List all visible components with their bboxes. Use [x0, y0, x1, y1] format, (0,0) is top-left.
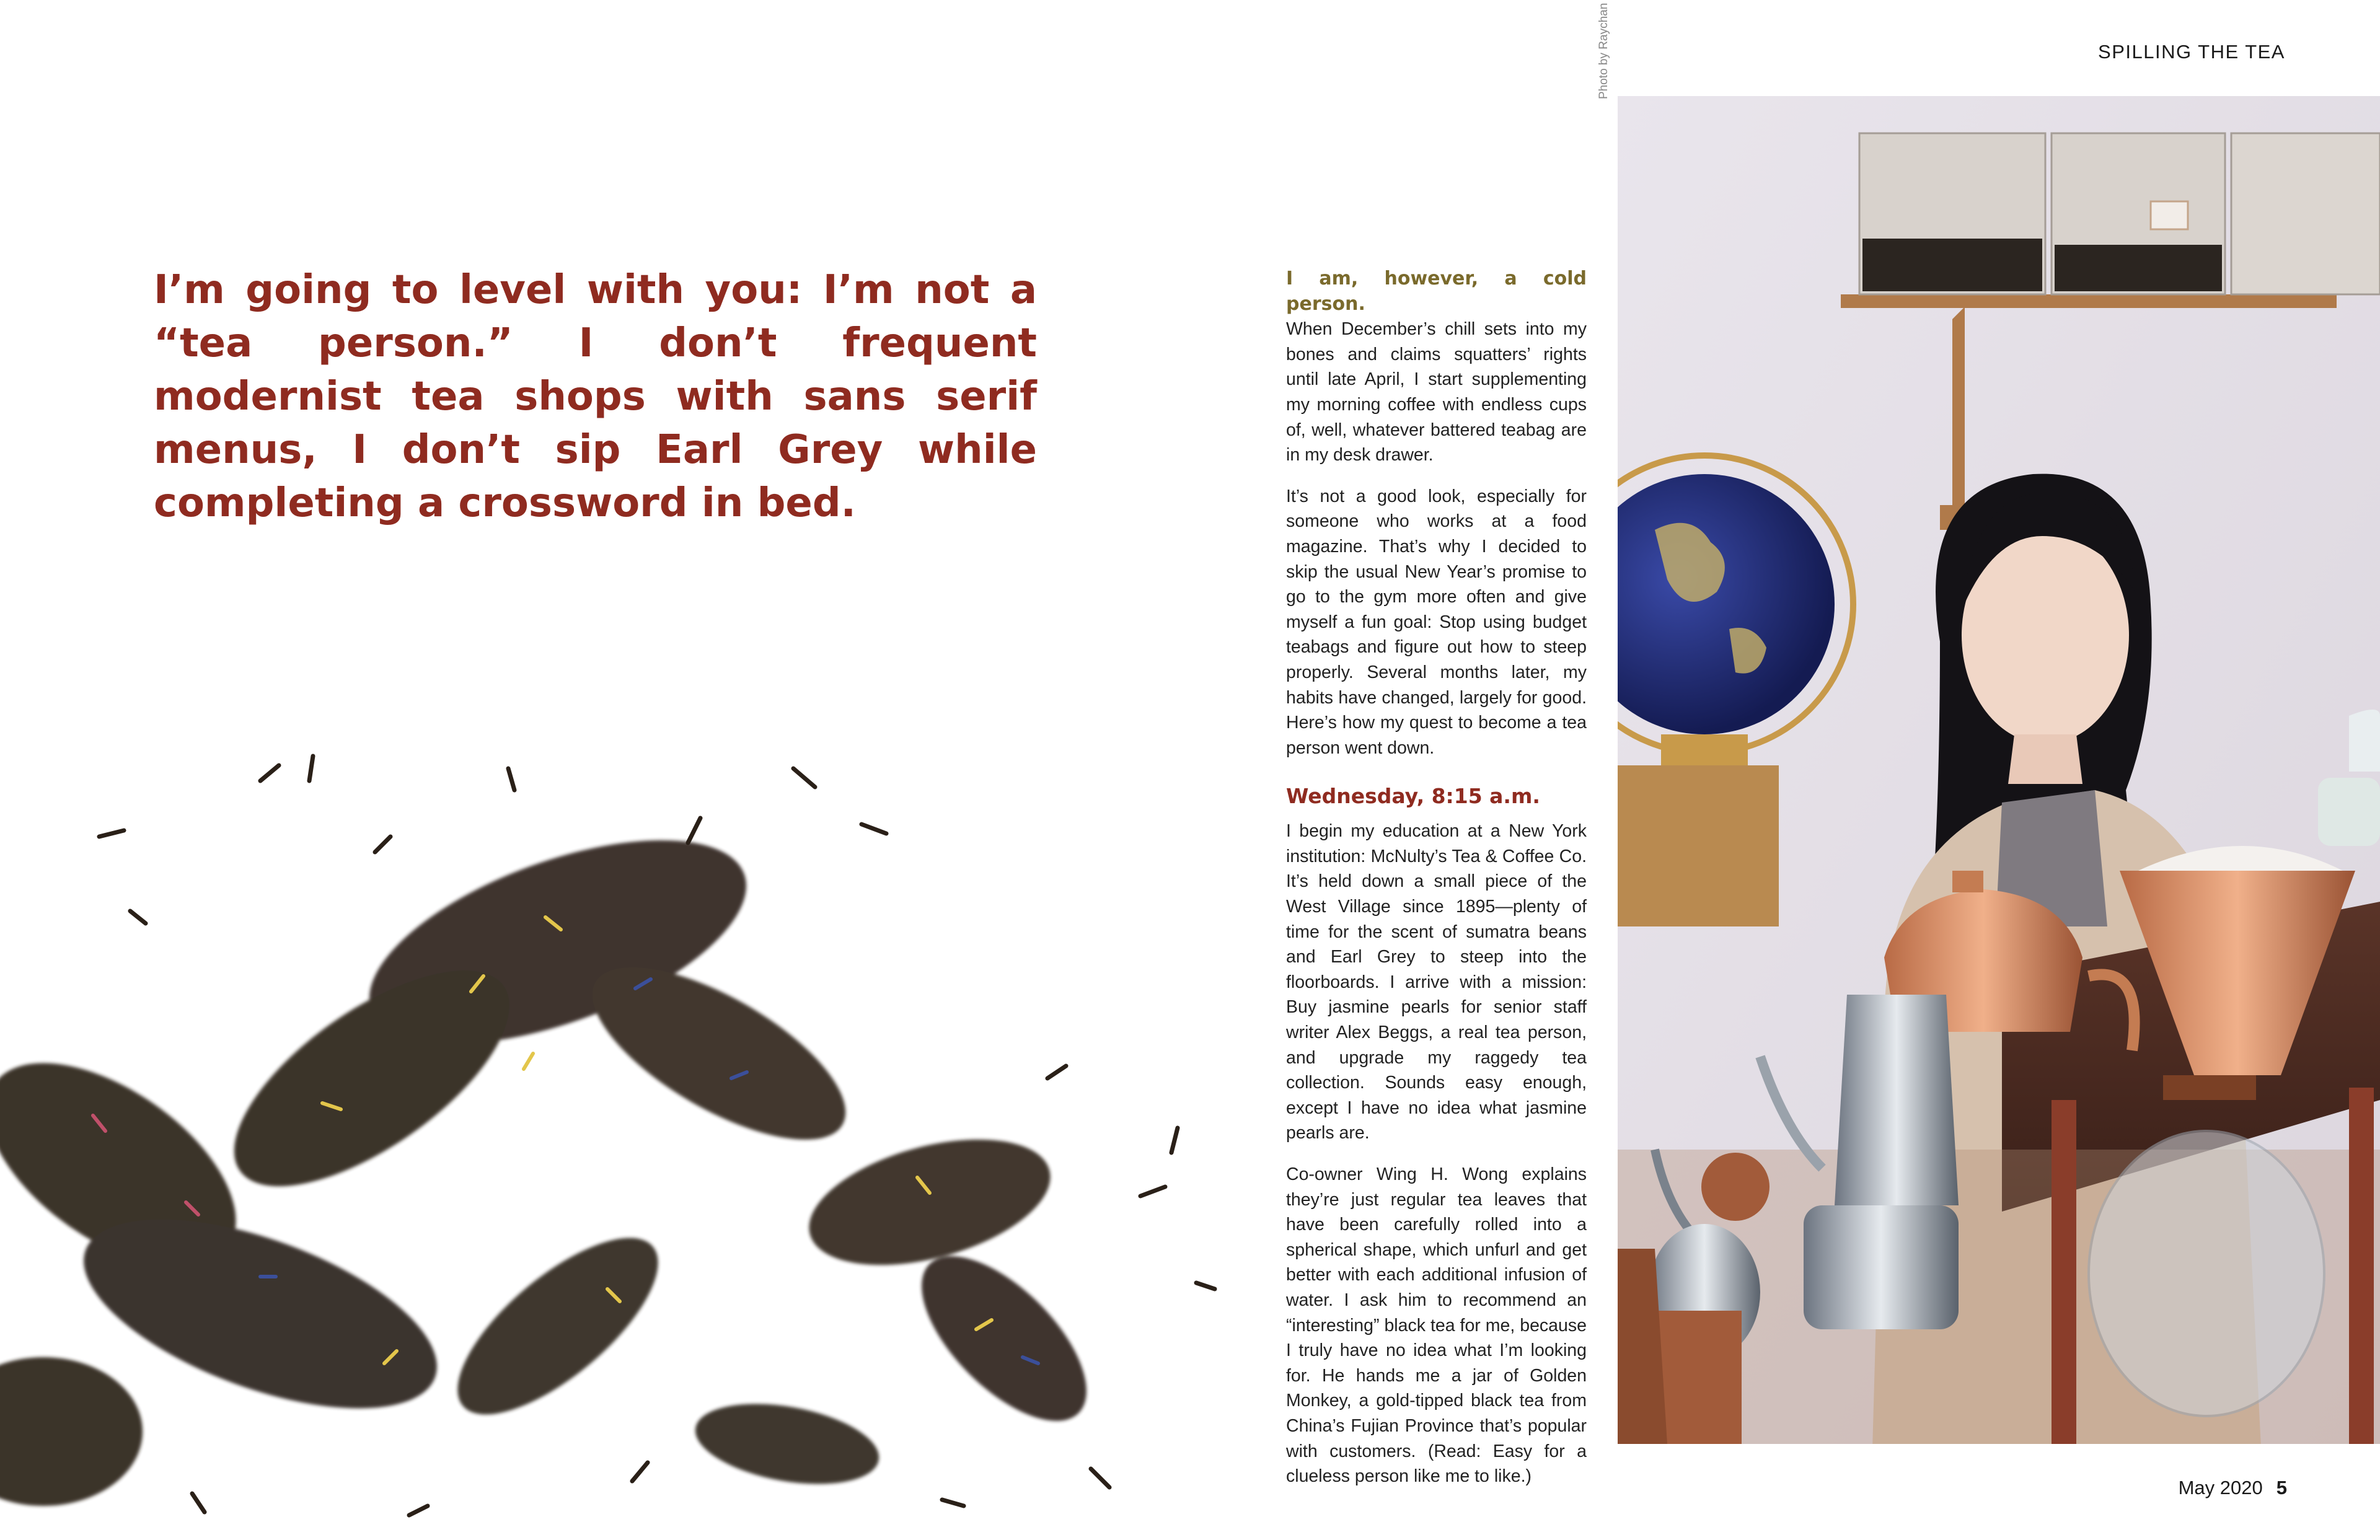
page-number: 5: [2276, 1477, 2287, 1498]
section-label: SPILLING THE TEA: [2098, 41, 2285, 63]
tea-shop-photo: [1618, 96, 2380, 1444]
pullquote: I’m going to level with you: I’m not a “tea person.” I don’t frequent modernist tea shops with sans serif menus, I don’t sip Earl Grey while completing a crossword in bed.: [154, 267, 1037, 526]
subhead: Wednesday, 8:15 a.m.: [1286, 784, 1540, 809]
paragraph-2: It’s not a good look, especially for someone who works at a food magazine. That’s why I decided to skip the usual New Year’s promise to go to the gym more often and give myself a fun goal: Stop using budget teabags and figure out how to steep properly. Several months later, my habits have changed, largely for good. Here’s how my quest to become a tea person went down.: [1286, 486, 1587, 758]
paragraph-1-text: When December’s chill sets into my bones and claims squatters’ rights until late April, I start supplementing my morning coffee with endless cups of, well, whatever battered teabag are in my desk drawer.: [1286, 319, 1587, 465]
photo-credit: Photo by Raychan: [1597, 2, 1610, 99]
tea-leaves-image: [0, 731, 1240, 1540]
paragraph-1: [1286, 266, 1587, 468]
article-body: [1286, 266, 1587, 1505]
page-footer: [2179, 1477, 2287, 1499]
issue-date: May 2020: [2178, 1477, 2263, 1498]
paragraph-3: I begin my education at a New York institution: McNulty’s Tea & Coffee Co. It’s held down a small piece of the West Village since 1895—plenty of time for the scent of sumatra beans and Earl Grey to steep into the floorboards. I arrive with a mission: Buy jasmine pearls for senior staff writer Alex Beggs, a real tea person, and upgrade my raggedy tea collection. Sounds easy enough, except I have no idea what jasmine pearls are.: [1286, 821, 1587, 1143]
lead-in: I am, however, a cold person.: [1286, 268, 1587, 315]
paragraph-4: Co-owner Wing H. Wong explains they’re just regular tea leaves that have been carefully rolled into a spherical shape, which unfurl and get better with each additional infusion of water. I ask him to recommend an “interesting” black tea for me, because I truly have no idea what I’m looking for. He hands me a jar of Golden Monkey, a gold-tipped black tea from China’s Fujian Province that’s popular with customers. (Read: Easy for a clueless person like me to like.): [1286, 1164, 1587, 1487]
